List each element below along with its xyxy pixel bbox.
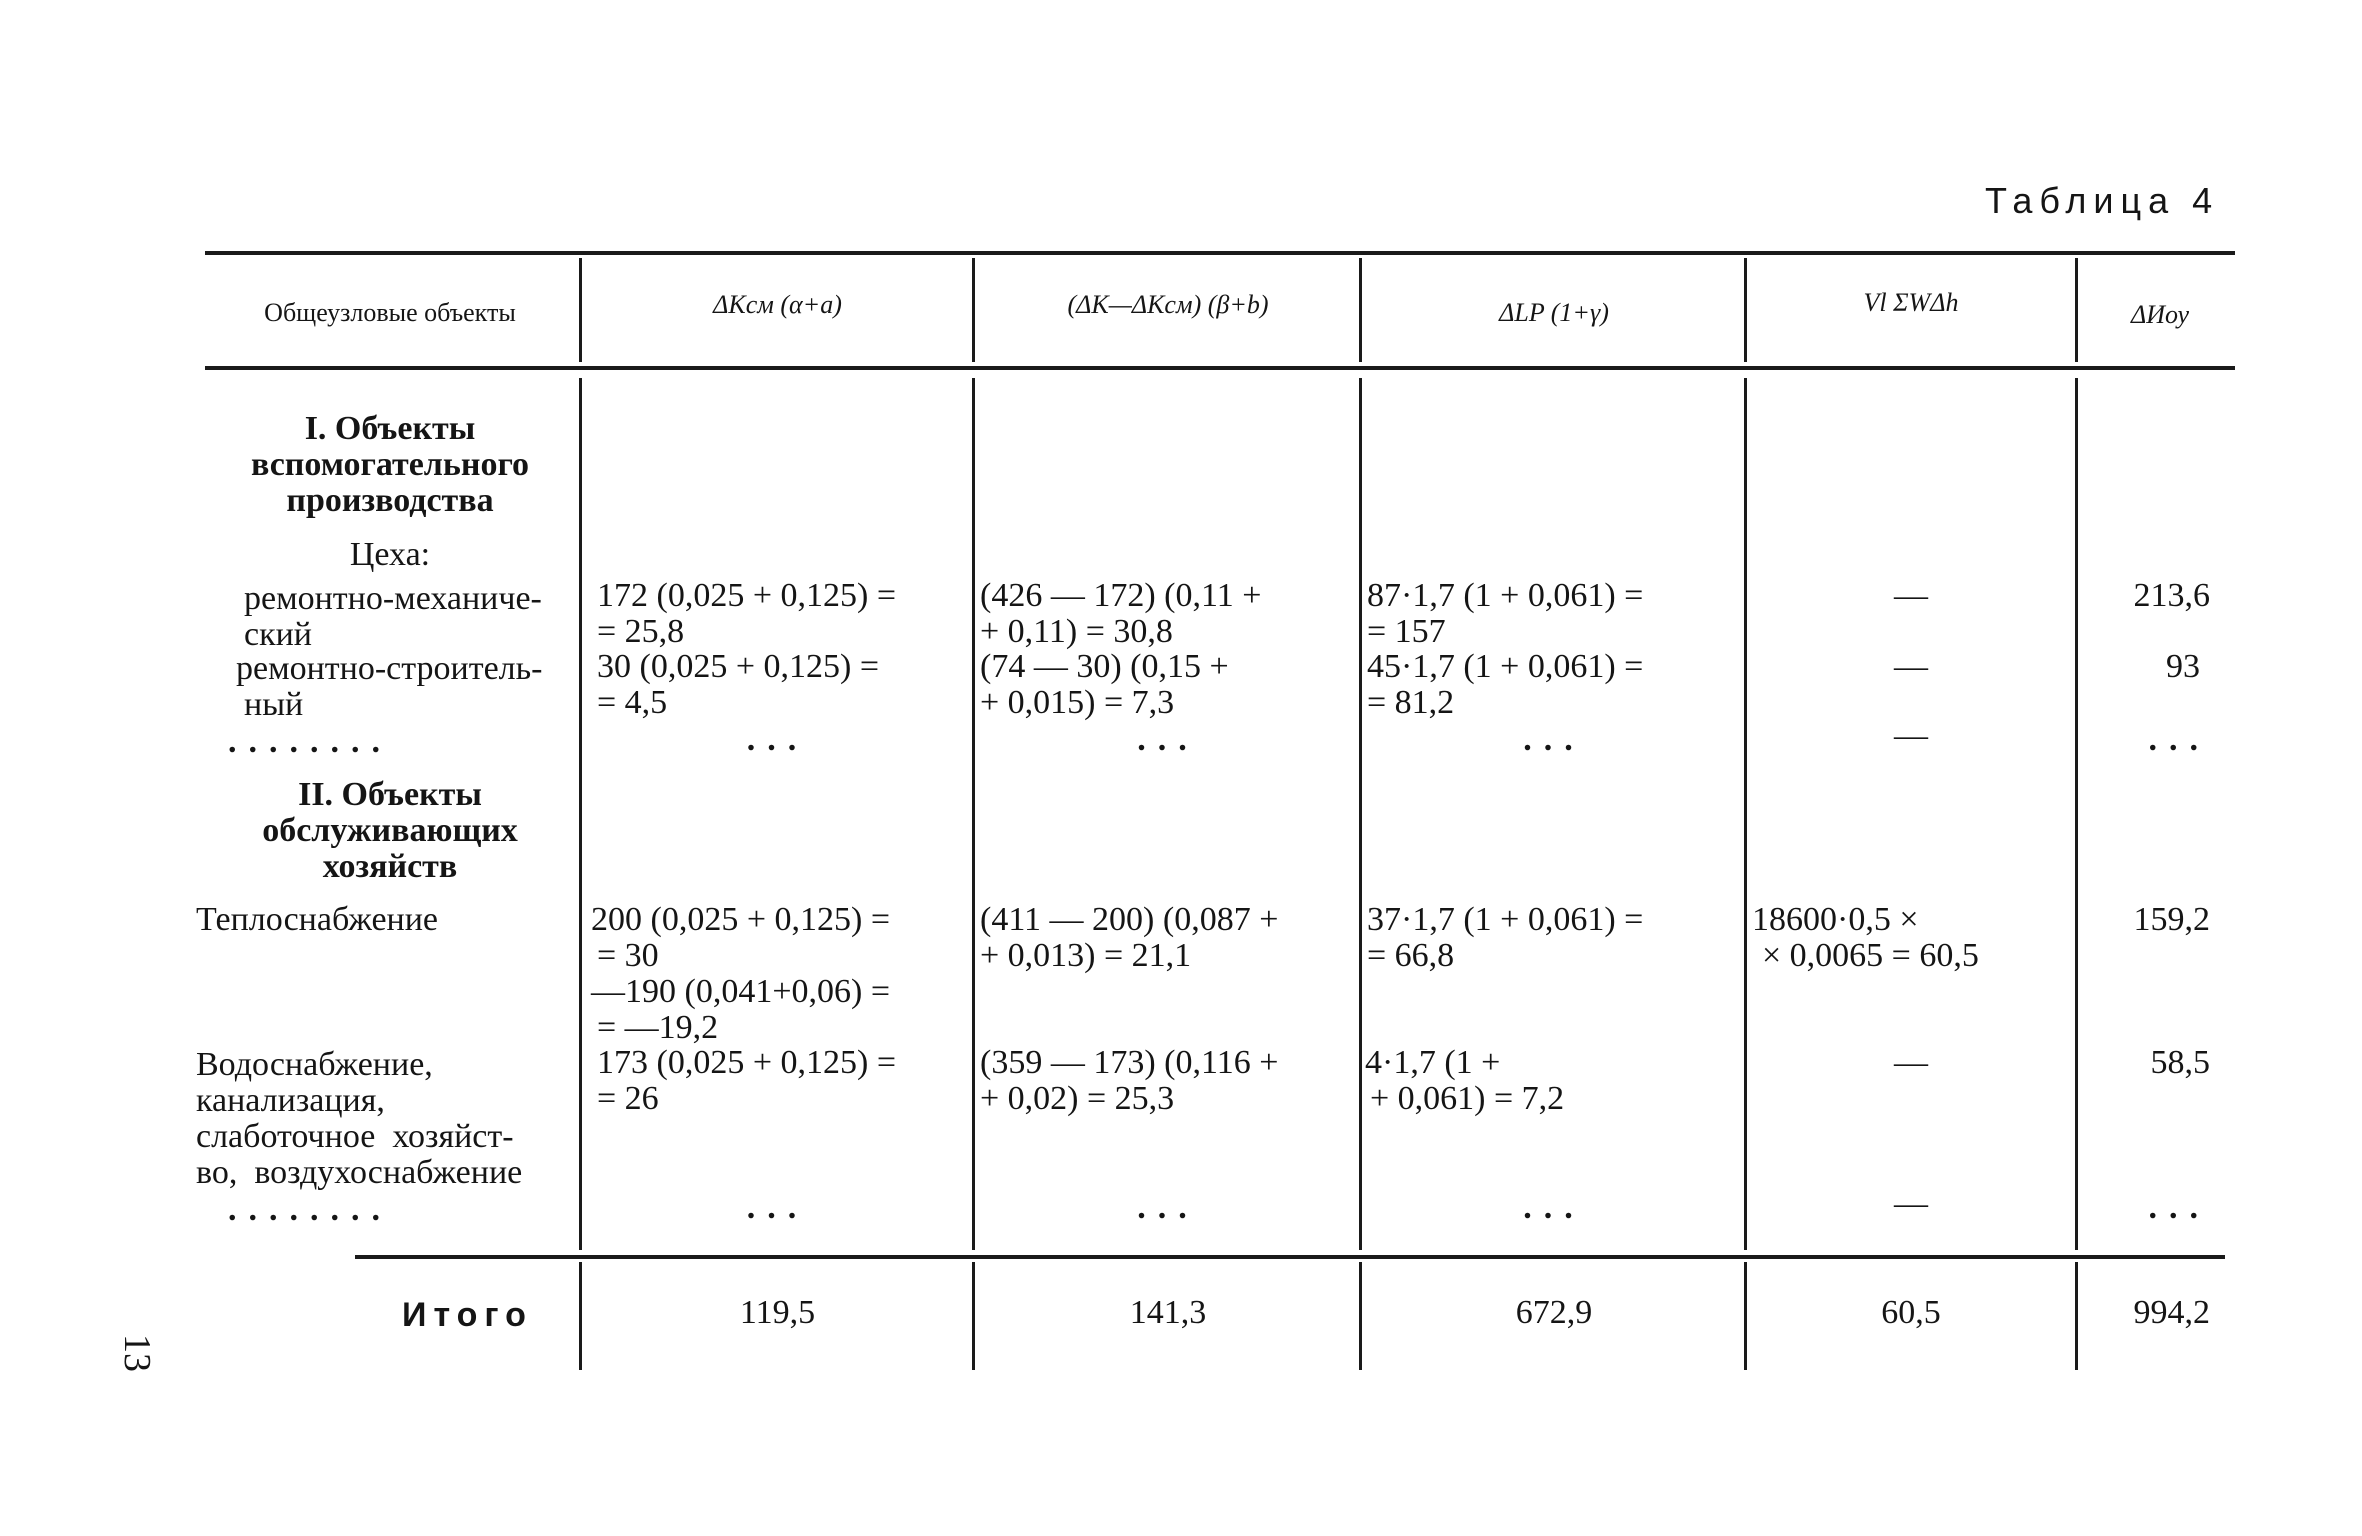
row-repair-mech-c2-2: = 25,8 — [597, 613, 685, 650]
row-repair-constr-c2-2: = 4,5 — [597, 684, 668, 721]
totals-divider-3 — [1359, 1262, 1362, 1370]
row-water-supply-c2-2: = 26 — [597, 1080, 659, 1117]
row-repair-constr-c4-1: 45·1,7 (1 + 0,061) = — [1367, 648, 1644, 685]
row-heat-supply-c2-1: 200 (0,025 + 0,125) = — [591, 901, 890, 938]
header-divider-3 — [1359, 258, 1362, 362]
row-heat-supply-c2-4: = —19,2 — [597, 1009, 719, 1046]
row-water-supply-name-3: слаботочное хозяйст- — [196, 1118, 514, 1155]
header-divider-4 — [1744, 258, 1747, 362]
row-heat-supply-name: Теплоснабжение — [196, 901, 439, 938]
row-repair-constr-c2-1: 30 (0,025 + 0,125) = — [597, 648, 879, 685]
section1-dots-c6: ... — [2148, 721, 2210, 758]
header-delta-i-ou: ΔИоу — [2130, 300, 2190, 329]
row-heat-supply-c2-2: = 30 — [597, 937, 659, 974]
row-repair-mech-c2-1: 172 (0,025 + 0,125) = — [597, 577, 896, 614]
row-water-supply-c4-2: + 0,061) = 7,2 — [1370, 1080, 1565, 1117]
row-water-supply-c4-1: 4·1,7 (1 + — [1365, 1044, 1501, 1081]
row-heat-supply-c4-2: = 66,8 — [1367, 937, 1455, 974]
table-top-rule — [205, 251, 2235, 255]
section1-dots-c3: ... — [1137, 721, 1199, 758]
section2-dots-name: ........ — [228, 1191, 392, 1228]
body-divider-4 — [1744, 378, 1747, 1250]
row-water-supply-name-2: канализация, — [196, 1082, 385, 1119]
row-heat-supply-c5-2: × 0,0065 = 60,5 — [1762, 937, 1979, 974]
section2-title-line2: обслуживающих — [262, 812, 518, 849]
page-number: 13 — [116, 1334, 158, 1372]
row-repair-constr-c6: 93 — [2166, 648, 2200, 685]
row-repair-mech-c6: 213,6 — [2133, 577, 2210, 614]
body-divider-3 — [1359, 378, 1362, 1250]
section2-dots-c6: ... — [2148, 1189, 2210, 1226]
row-repair-constr-c5: — — [1894, 648, 1928, 685]
section2-title-line3: хозяйств — [322, 848, 458, 885]
totals-c5: 60,5 — [1881, 1294, 1941, 1331]
section1-title-line2: вспомогательного — [250, 446, 530, 483]
header-objects: Общеузловые объекты — [264, 298, 516, 327]
row-repair-constr-c3-2: + 0,015) = 7,3 — [980, 684, 1175, 721]
section2-dots-c2: ... — [746, 1189, 809, 1226]
row-water-supply-c3-2: + 0,02) = 25,3 — [980, 1080, 1175, 1117]
row-heat-supply-c4-1: 37·1,7 (1 + 0,061) = — [1367, 901, 1644, 938]
row-repair-mech-name-1: ремонтно-механиче- — [244, 580, 542, 617]
row-repair-constr-name-1: ремонтно-строитель- — [236, 650, 543, 687]
row-water-supply-name-4: во, воздухоснабжение — [196, 1154, 523, 1191]
row-heat-supply-c2-3: —190 (0,041+0,06) = — [591, 973, 890, 1010]
section1-title-line3: производства — [286, 482, 494, 519]
section2-dots-c5: — — [1894, 1185, 1928, 1222]
row-repair-mech-name-2: ский — [244, 616, 312, 653]
totals-c2: 119,5 — [739, 1294, 816, 1331]
section2-title-line1: II. Объекты — [298, 776, 482, 813]
row-repair-mech-c3-1: (426 — 172) (0,11 + — [980, 577, 1262, 614]
header-delta-k-sm: ΔKсм (α+a) — [713, 290, 842, 319]
row-water-supply-c2-1: 173 (0,025 + 0,125) = — [597, 1044, 896, 1081]
header-delta-lp: ΔLP (1+γ) — [1499, 298, 1609, 327]
section1-dots-name: ........ — [228, 723, 392, 760]
section1-title-line1: I. Объекты — [304, 410, 476, 447]
section2-dots-c4: ... — [1523, 1189, 1585, 1226]
body-divider-5 — [2075, 378, 2078, 1250]
totals-divider-2 — [972, 1262, 975, 1370]
row-repair-constr-c4-2: = 81,2 — [1367, 684, 1455, 721]
header-delta-k-diff: (ΔK—ΔKсм) (β+b) — [1067, 290, 1269, 319]
row-water-supply-c3-1: (359 — 173) (0,116 + — [980, 1044, 1279, 1081]
row-repair-mech-c3-2: + 0,11) = 30,8 — [980, 613, 1173, 650]
header-divider-2 — [972, 258, 975, 362]
row-heat-supply-c3-2: + 0,013) = 21,1 — [980, 937, 1192, 974]
totals-divider-1 — [579, 1262, 582, 1370]
section1-dots-c5: — — [1894, 717, 1928, 754]
totals-divider-4 — [1744, 1262, 1747, 1370]
row-water-supply-c6: 58,5 — [2150, 1044, 2210, 1081]
row-water-supply-name-1: Водоснабжение, — [196, 1046, 433, 1083]
row-repair-constr-c3-1: (74 — 30) (0,15 + — [980, 648, 1229, 685]
section1-subheading: Цеха: — [349, 536, 431, 573]
row-repair-mech-c4-2: = 157 — [1367, 613, 1446, 650]
row-repair-mech-c4-1: 87·1,7 (1 + 0,061) = — [1367, 577, 1644, 614]
section2-dots-c3: ... — [1137, 1189, 1199, 1226]
section1-dots-c4: ... — [1523, 721, 1585, 758]
header-divider-5 — [2075, 258, 2078, 362]
section1-dots-c2: ... — [746, 721, 809, 758]
totals-c3: 141,3 — [1129, 1294, 1207, 1331]
row-water-supply-c5: — — [1894, 1044, 1928, 1081]
row-repair-mech-c5: — — [1894, 577, 1928, 614]
totals-top-rule — [355, 1255, 2225, 1259]
table-title: Таблица 4 — [1985, 180, 2220, 221]
totals-c6: 994,2 — [2133, 1294, 2210, 1331]
totals-divider-5 — [2075, 1262, 2078, 1370]
row-repair-constr-name-2: ный — [244, 686, 304, 723]
body-divider-1 — [579, 378, 582, 1250]
totals-label: Итого — [402, 1296, 533, 1334]
header-bottom-rule — [205, 366, 2235, 370]
totals-c4: 672,9 — [1515, 1294, 1593, 1331]
row-heat-supply-c5-1: 18600·0,5 × — [1752, 901, 1919, 938]
row-heat-supply-c3-1: (411 — 200) (0,087 + — [980, 901, 1279, 938]
body-divider-2 — [972, 378, 975, 1250]
header-v-sum-w: Vl ΣWΔh — [1863, 288, 1959, 317]
row-heat-supply-c6: 159,2 — [2133, 901, 2210, 938]
header-divider-1 — [579, 258, 582, 362]
